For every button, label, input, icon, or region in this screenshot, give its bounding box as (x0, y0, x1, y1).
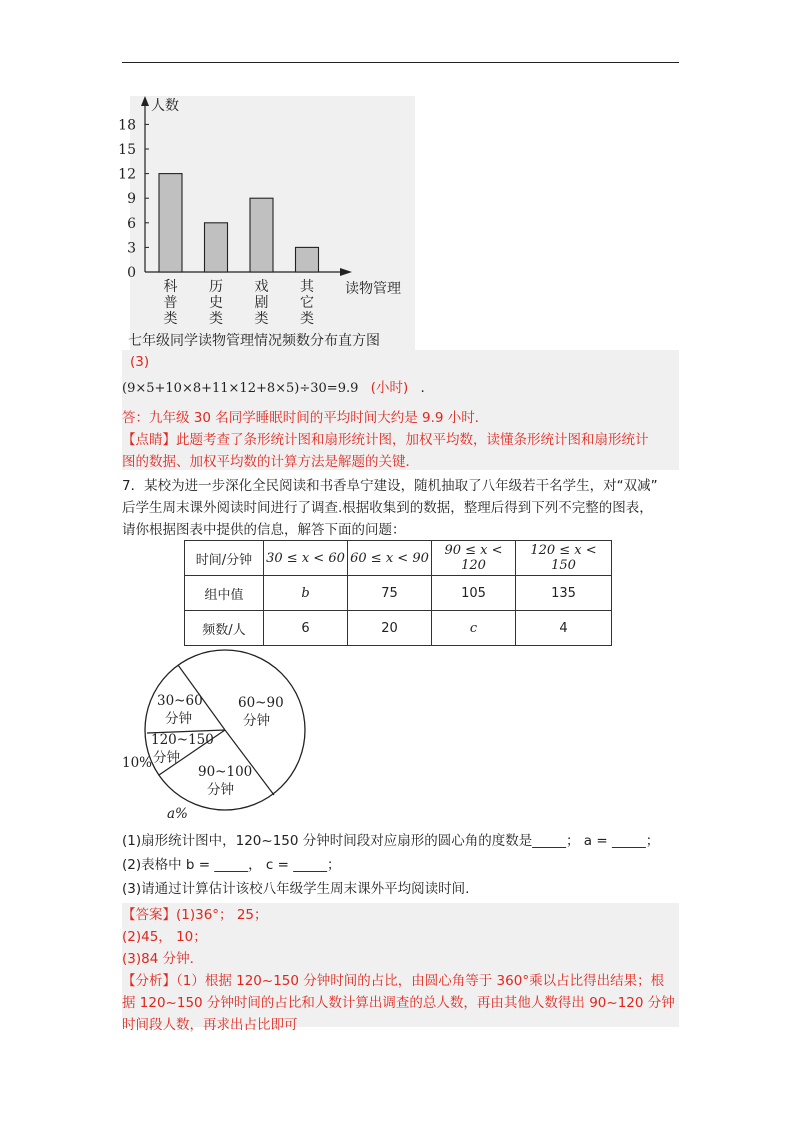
question7-line-2: 后学生周末课外阅读时间进行了调查.根据收集到的数据，整理后得到下列不完整的图表， (122, 500, 653, 516)
category-label: 它 (300, 295, 314, 311)
part3-tail: . (420, 380, 425, 396)
table-cell: 60 ≤ x < 90 (348, 541, 432, 576)
table-cell: 组中值 (185, 576, 264, 611)
y-tick-label: 18 (118, 117, 136, 134)
analysis-line-1: 【分析】（1）根据 120~150 分钟时间的占比，由圆心角等于 360°乘以占比得出结果；根 (122, 973, 665, 989)
comment-line-2: 图的数据、加权平均数的计算方法是解题的关键． (122, 454, 419, 470)
pie-label-10-percent: 10% (122, 755, 153, 771)
pie-label-a-percent: a% (167, 806, 188, 822)
y-tick-label: 3 (127, 240, 136, 257)
pie-label-30-60-unit: 分钟 (165, 711, 192, 727)
subquestion-3: (3)请通过计算估计该校八年级学生周末课外平均阅读时间. (122, 881, 470, 897)
part3-unit: (小时) (370, 380, 409, 396)
table-cell: 4 (516, 611, 612, 646)
table-cell: 20 (348, 611, 432, 646)
pie-label-120-150: 120~150 (151, 732, 214, 748)
category-label: 其 (300, 279, 314, 295)
pie-label-90-100-unit: 分钟 (207, 782, 234, 798)
category-label: 剧 (254, 295, 269, 311)
table-cell: 120 ≤ x < 150 (516, 541, 612, 576)
y-tick-label: 15 (118, 142, 136, 158)
pie-label-60-90-unit: 分钟 (243, 713, 270, 729)
answer-line-3: (3)84 分钟． (122, 951, 204, 967)
subquestion-1: (1)扇形统计图中，120~150 分钟时间段对应扇形的圆心角的度数是_____； a = _____； (122, 833, 660, 849)
y-tick-label: 0 (127, 265, 136, 281)
pie-label-90-100: 90~100 (198, 764, 253, 780)
part3-label: (3) (130, 354, 150, 370)
table-cell: c (432, 611, 516, 646)
bar-chart-caption: 七年级同学读物管理情况频数分布直方图 (128, 333, 380, 349)
y-tick-label: 9 (127, 191, 136, 208)
table-cell: 30 ≤ x < 60 (264, 541, 348, 576)
category-label: 戏 (254, 279, 269, 295)
table-cell: 时间/分钟 (185, 541, 264, 576)
table-cell: 105 (432, 576, 516, 611)
table-cell: 频数/人 (185, 611, 264, 646)
table-cell: 6 (264, 611, 348, 646)
y-tick-label: 6 (127, 215, 136, 232)
answer-line: 答：九年级 30 名同学睡眠时间的平均时间大约是 9.9 小时． (122, 410, 489, 426)
category-label: 类 (254, 311, 269, 327)
answer-line-2: (2)45， 10； (122, 929, 207, 945)
analysis-line-3: 时间段人数，再求出占比即可 (122, 1017, 298, 1033)
category-label: 普 (163, 295, 178, 311)
table-cell: 135 (516, 576, 612, 611)
answer-line-1: 【答案】(1)36°； 25； (122, 907, 268, 923)
category-label: 类 (209, 311, 223, 327)
question7-line-3: 请你根据图表中提供的信息，解答下面的问题： (122, 522, 406, 538)
category-label: 史 (209, 295, 223, 311)
pie-label-30-60: 30~60 (157, 693, 203, 709)
subquestion-2: (2)表格中 b = _____， c = _____； (122, 857, 341, 873)
y-axis-label: 人数 (151, 98, 179, 114)
category-label: 类 (163, 311, 178, 327)
table-cell: 90 ≤ x < 120 (432, 541, 516, 576)
question7-line-1: 7．某校为进一步深化全民阅读和书香阜宁建设，随机抽取了八年级若干名学生，对“双减” (122, 478, 658, 494)
comment-line-1: 【点睛】此题考查了条形统计图和扇形统计图，加权平均数，读懂条形统计图和扇形统计 (122, 432, 649, 448)
analysis-line-2: 据 120~150 分钟时间的占比和人数计算出调查的总人数，再由其他人数得出 90~120 分钟 (122, 995, 675, 1011)
y-tick-label: 12 (118, 166, 136, 183)
category-label: 类 (300, 311, 314, 327)
table-cell: b (264, 576, 348, 611)
pie-label-120-150-unit: 分钟 (153, 750, 180, 766)
part3-formula: (9×5+10×8+11×12+8×5)÷30=9.9 (122, 381, 359, 396)
table-cell: 75 (348, 576, 432, 611)
pie-label-60-90: 60~90 (238, 695, 284, 711)
x-axis-label: 读物管理 (345, 281, 401, 297)
category-label: 科 (163, 279, 178, 295)
category-label: 历 (209, 279, 223, 295)
